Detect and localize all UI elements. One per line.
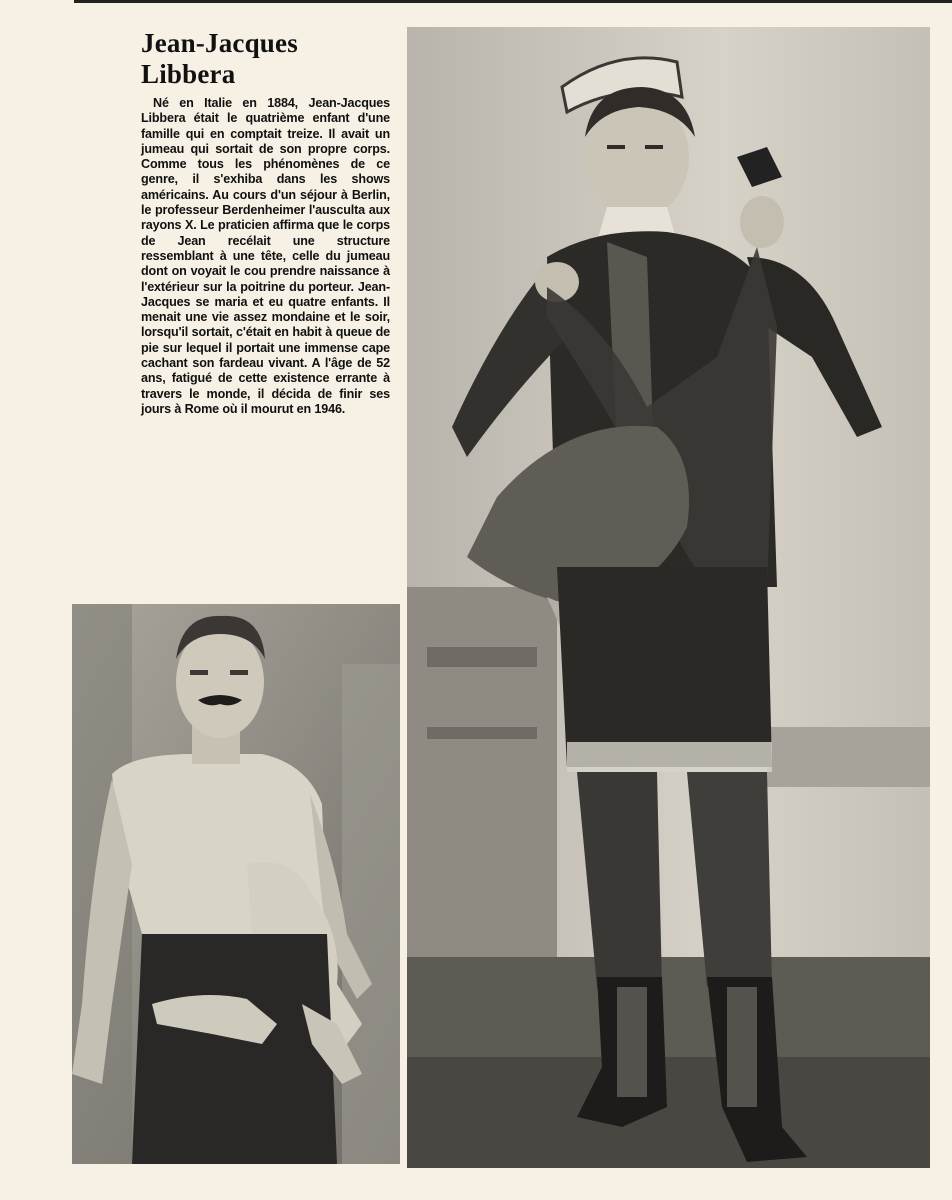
article-title <box>141 28 391 90</box>
photo-costumed-man <box>407 27 930 1168</box>
photo-costumed-man-image <box>407 27 930 1168</box>
title-line-2: Libbera <box>141 59 236 89</box>
photo-shirtless-man <box>72 604 400 1164</box>
title-line-1: Jean-Jacques <box>141 28 298 58</box>
top-rule <box>74 0 952 3</box>
article-body: Né en Italie en 1884, Jean-Jacques Libbera était le quatrième enfant d'une famille qui en comptait treize. Il avait un jumeau qui sortait de son propre corps. Comme tous les phénomènes de ce genre, il s'exhiba dans les shows américains. Au cours d'un séjour à Berlin, le professeur Berdenheimer l'ausculta aux rayons X. Le praticien affirma que le corps de Jean recélait une structure ressemblant à une tête, celle du jumeau dont on voyait le cou prendre naissance à l'extérieur sur la poitrine du porteur. Jean-Jacques se maria et eu quatre enfants. Il menait une vie assez mondaine et le soir, lorsqu'il sortait, c'était en habit à queue de pie sur lequel il portait une immense cape cachant son fardeau vivant. A l'âge de 52 ans, fatigué de cette existence errante à travers le monde, il décida de finir ses jours à Rome où il mourut en 1946. <box>141 96 390 416</box>
photo-shirtless-man-image <box>72 604 400 1164</box>
